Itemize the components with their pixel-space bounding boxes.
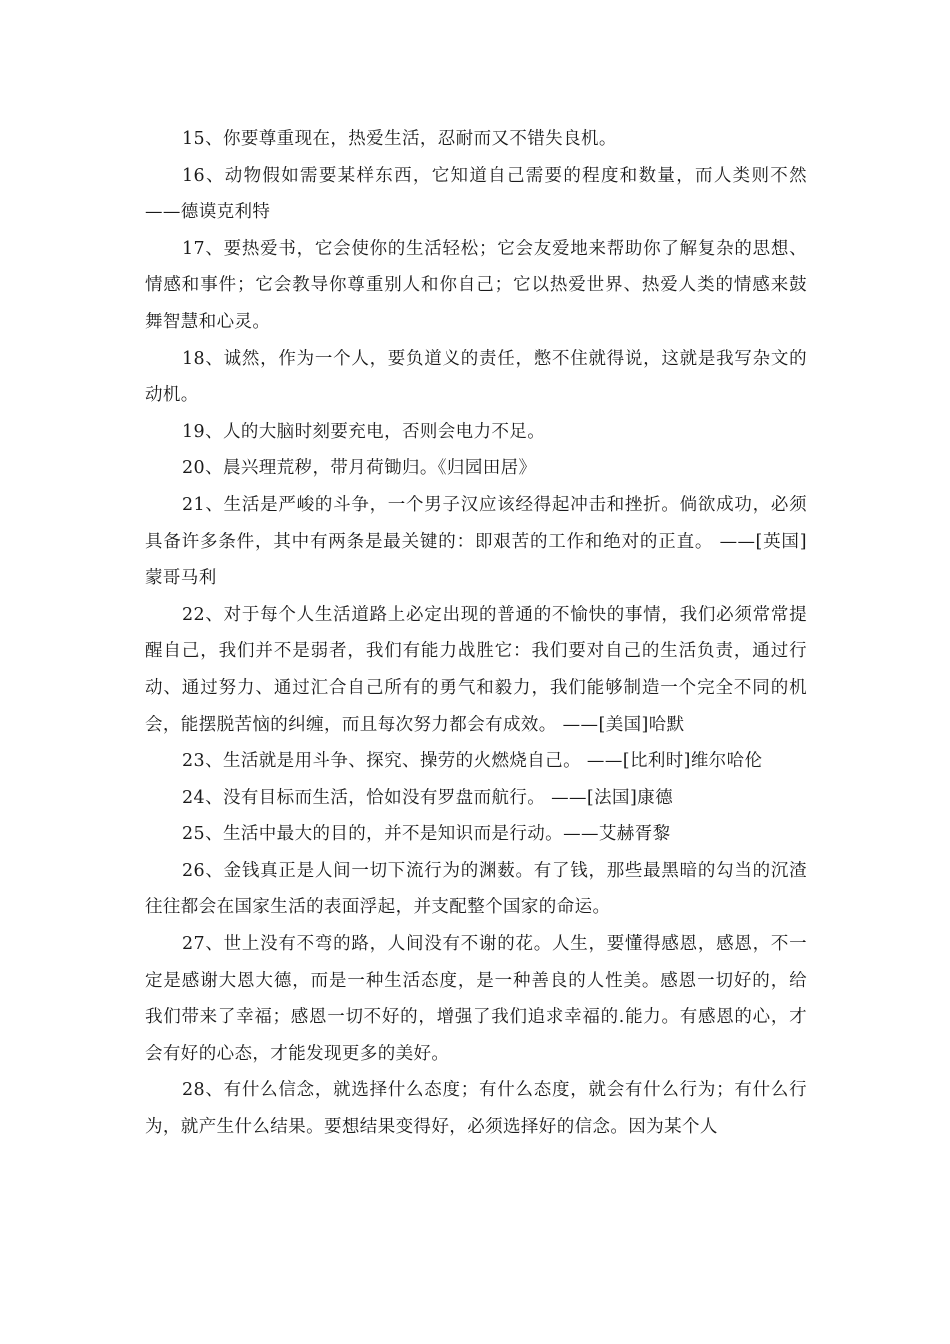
quote-paragraph: 25、生活中最大的目的，并不是知识而是行动。——艾赫胥黎 xyxy=(182,824,671,845)
quote-paragraph: 22、对于每个人生活道路上必定出现的普通的不愉快的事情，我们必须常常提醒自己，我们并不是弱者，我们有能力战胜它：我们要对自己的生活负责，通过行动、通过努力、通过汇合自己所有的勇气和毅力，我们能够制造一个完全不同的机会，能摆脱苦恼的纠缠，而且每次努力都会有成效。 ——[美国]哈默 xyxy=(145,604,807,735)
quote-paragraph: 28、有什么信念，就选择什么态度；有什么态度，就会有什么行为；有什么行为，就产生什么结果。要想结果变得好，必须选择好的信念。因为某个人 xyxy=(145,1080,807,1138)
quote-paragraph: 20、晨兴理荒秽，带月荷锄归。《归园田居》 xyxy=(182,458,537,479)
quote-paragraph: 24、没有目标而生活，恰如没有罗盘而航行。 ——[法国]康德 xyxy=(182,787,673,808)
document-body xyxy=(145,121,807,1146)
quote-paragraph: 27、世上没有不弯的路，人间没有不谢的花。人生，要懂得感恩，感恩，不一定是感谢大恩大德，而是一种生活态度，是一种善良的人性美。感恩一切好的，给我们带来了幸福；感恩一切不好的，增强了我们追求幸福的.能力。有感恩的心，才会有好的心态，才能发现更多的美好。 xyxy=(145,934,807,1064)
quote-paragraph: 19、人的大脑时刻要充电，否则会电力不足。 xyxy=(182,421,546,442)
quote-paragraph: 21、生活是严峻的斗争，一个男子汉应该经得起冲击和挫折。倘欲成功，必须具备许多条件，其中有两条是最关键的：即艰苦的工作和绝对的正直。 ——[英国]蒙哥马利 xyxy=(145,494,807,589)
quote-paragraph: 15、你要尊重现在，热爱生活，忍耐而又不错失良机。 xyxy=(182,129,617,149)
quote-paragraph: 16、动物假如需要某样东西，它知道自己需要的程度和数量，而人类则不然——德谟克利特 xyxy=(145,165,807,223)
quote-paragraph: 26、金钱真正是人间一切下流行为的渊薮。有了钱，那些最黑暗的勾当的沉渣往往都会在国家生活的表面浮起，并支配整个国家的命运。 xyxy=(145,860,807,918)
quote-paragraph: 17、要热爱书，它会使你的生活轻松；它会友爱地来帮助你了解复杂的思想、情感和事件；它会教导你尊重别人和你自己；它以热爱世界、热爱人类的情感来鼓舞智慧和心灵。 xyxy=(145,238,807,332)
quote-paragraph: 18、诚然，作为一个人，要负道义的责任，憋不住就得说，这就是我写杂文的动机。 xyxy=(145,348,807,406)
quote-paragraph: 23、生活就是用斗争、探究、操劳的火燃烧自己。 ——[比利时]维尔哈伦 xyxy=(182,751,763,772)
